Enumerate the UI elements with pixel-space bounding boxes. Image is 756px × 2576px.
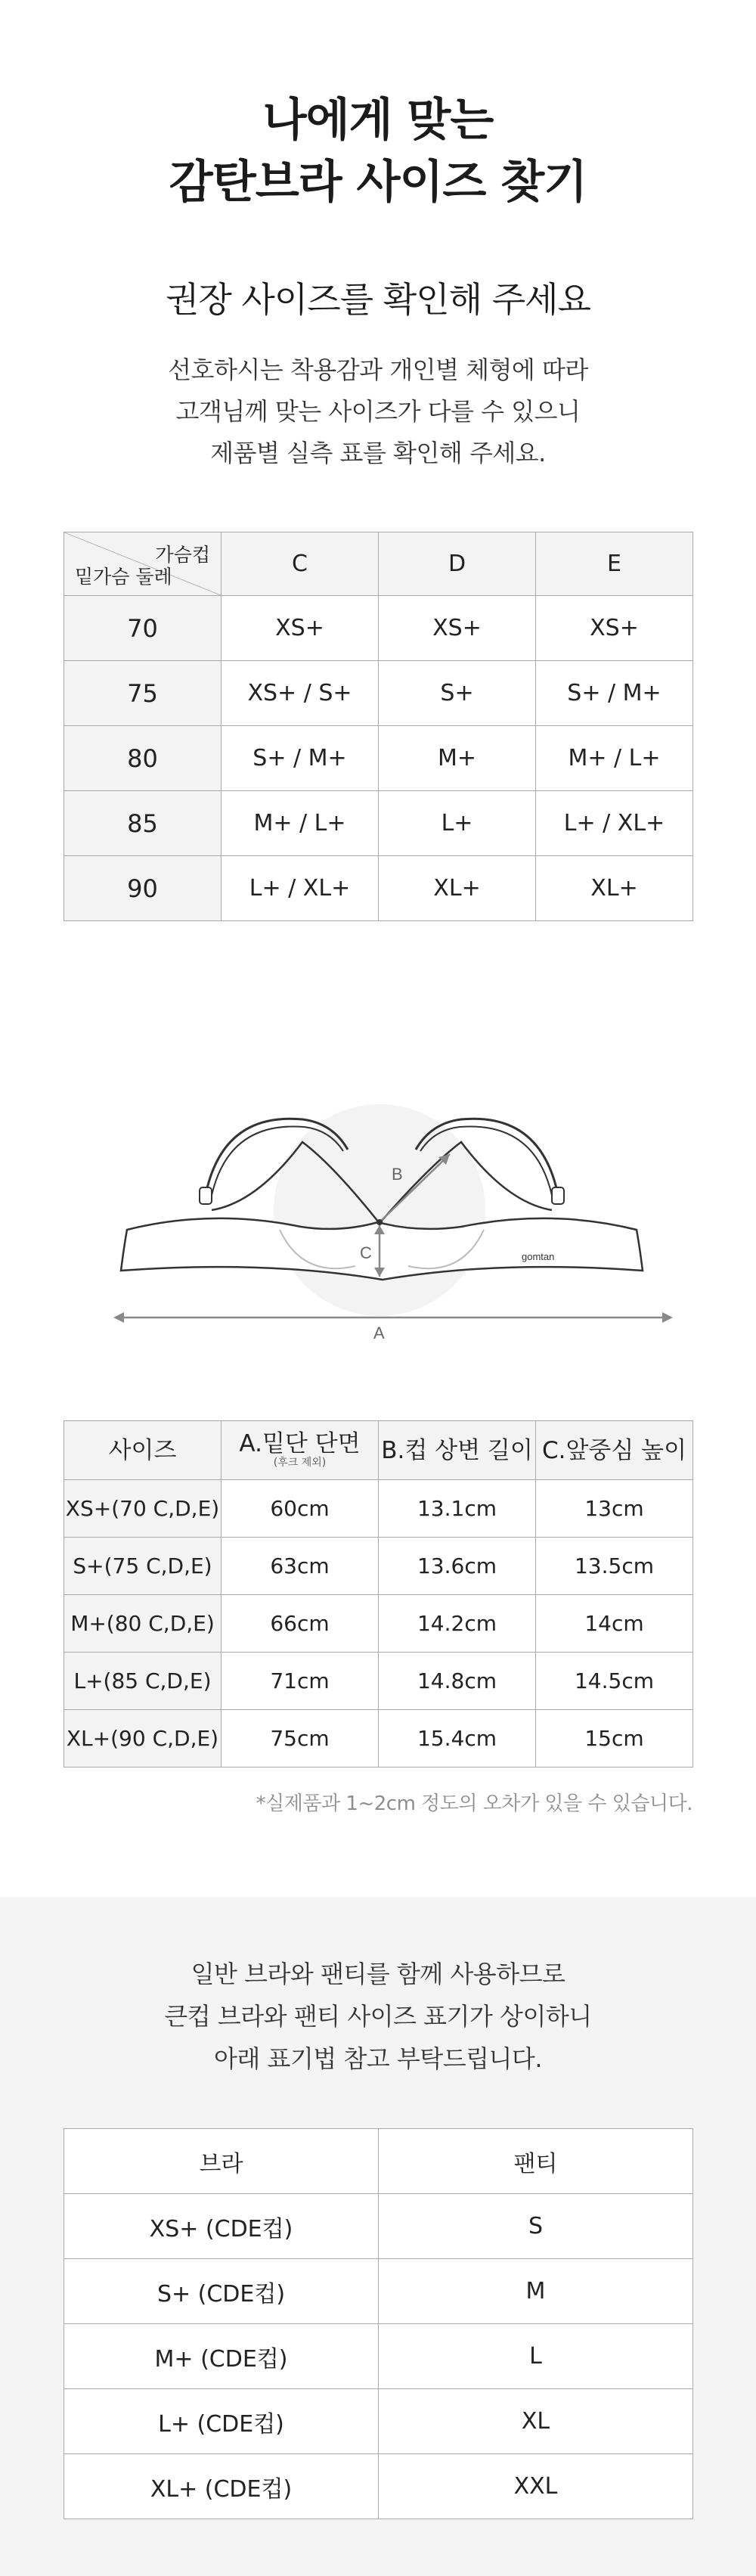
size-cell: M+ / L+ (222, 791, 379, 856)
title-line-1: 나에게 맞는 (262, 94, 494, 147)
table-row (64, 596, 693, 661)
table-row (64, 726, 693, 791)
table-header-row (64, 2129, 693, 2194)
cup-header-e: E (536, 532, 693, 596)
c-value-cell: 13cm (536, 1480, 693, 1538)
size-cell: M+ / L+ (536, 726, 693, 791)
size-cell: XL+ (536, 856, 693, 921)
table-row (64, 1595, 693, 1653)
section-subtitle: 권장 사이즈를 확인해 주세요 (165, 279, 591, 320)
size-cell: L+(85 C,D,E) (64, 1653, 222, 1710)
left-strap-adjuster (200, 1187, 212, 1204)
bra-panty-size-table (64, 2128, 693, 2519)
a-arrow-right-icon (662, 1312, 673, 1323)
panty-size-cell: XL (379, 2389, 693, 2454)
table-header-row (64, 1421, 693, 1480)
intro-text (0, 349, 756, 474)
intro-line: 선호하시는 착용감과 개인별 체형에 따라 (168, 355, 588, 384)
size-cell: XL+(90 C,D,E) (64, 1710, 222, 1768)
table-row (64, 661, 693, 726)
size-cell: S+ / M+ (222, 726, 379, 791)
a-label: A (373, 1324, 385, 1342)
c-value-cell: 15cm (536, 1710, 693, 1768)
center-point-icon (376, 1219, 383, 1225)
panty-size-cell: XXL (379, 2454, 693, 2519)
b-value-cell: 13.1cm (379, 1480, 536, 1538)
b-value-cell: 14.2cm (379, 1595, 536, 1653)
band-cell: 80 (64, 726, 222, 791)
c-value-cell: 14.5cm (536, 1653, 693, 1710)
band-cell: 90 (64, 856, 222, 921)
size-cell: XL+ (379, 856, 536, 921)
a-value-cell: 63cm (222, 1538, 379, 1595)
corner-header-cell (64, 532, 222, 596)
panty-size-cell: L (379, 2324, 693, 2389)
size-cell: XS+ (379, 596, 536, 661)
band-axis-label: 밑가슴 둘레 (75, 566, 172, 588)
panty-size-cell: S (379, 2194, 693, 2259)
title-line-2: 감탄브라 사이즈 찾기 (169, 156, 587, 209)
panty-size-cell: M (379, 2259, 693, 2324)
a-header-note: (후크 제외) (273, 1456, 327, 1469)
table-header-row (64, 532, 693, 596)
bra-size-cell: S+ (CDE컵) (64, 2259, 379, 2324)
bra-measurement-diagram (106, 1082, 680, 1354)
a-value-cell: 66cm (222, 1595, 379, 1653)
cup-axis-label: 가슴컵 (155, 544, 210, 566)
b-header: B.컵 상변 길이 (379, 1421, 536, 1480)
page-title (0, 89, 756, 213)
cup-header-d: D (379, 532, 536, 596)
table-row (64, 856, 693, 921)
size-header: 사이즈 (64, 1421, 222, 1480)
table-row (64, 2259, 693, 2324)
intro-line: 고객님께 맞는 사이즈가 다를 수 있으니 (175, 397, 581, 426)
measurement-table (64, 1420, 693, 1768)
diagram-background-circle (274, 1104, 485, 1316)
c-value-cell: 14cm (536, 1595, 693, 1653)
notice-line: 일반 브라와 팬티를 함께 사용하므로 (191, 1960, 565, 1988)
table-row (64, 1653, 693, 1710)
table-row (64, 2389, 693, 2454)
size-cell: S+(75 C,D,E) (64, 1538, 222, 1595)
cup-header-c: C (222, 532, 379, 596)
table-row (64, 2454, 693, 2519)
size-cell: M+(80 C,D,E) (64, 1595, 222, 1653)
table-row (64, 791, 693, 856)
b-value-cell: 13.6cm (379, 1538, 536, 1595)
size-cell: XS+(70 C,D,E) (64, 1480, 222, 1538)
a-value-cell: 75cm (222, 1710, 379, 1768)
bra-size-cell: L+ (CDE컵) (64, 2389, 379, 2454)
band-cell: 75 (64, 661, 222, 726)
size-cell: M+ (379, 726, 536, 791)
band-cell: 70 (64, 596, 222, 661)
a-value-cell: 71cm (222, 1653, 379, 1710)
b-value-cell: 15.4cm (379, 1710, 536, 1768)
panty-header: 팬티 (379, 2129, 693, 2194)
table-row (64, 1538, 693, 1595)
a-header (222, 1421, 379, 1480)
bra-header: 브라 (64, 2129, 379, 2194)
intro-line: 제품별 실측 표를 확인해 주세요. (210, 439, 546, 467)
band-cell: 85 (64, 791, 222, 856)
b-value-cell: 14.8cm (379, 1653, 536, 1710)
recommended-size-table (64, 532, 693, 921)
b-label: B (392, 1165, 403, 1184)
size-cell: L+ (379, 791, 536, 856)
size-cell: XS+ / S+ (222, 661, 379, 726)
a-arrow-left-icon (113, 1312, 124, 1323)
bra-size-cell: XS+ (CDE컵) (64, 2194, 379, 2259)
c-value-cell: 13.5cm (536, 1538, 693, 1595)
bra-size-cell: XL+ (CDE컵) (64, 2454, 379, 2519)
measurement-disclaimer: *실제품과 1~2cm 정도의 오차가 있을 수 있습니다. (256, 1792, 692, 1815)
size-cell: L+ / XL+ (222, 856, 379, 921)
table-row (64, 1710, 693, 1768)
c-header: C.앞중심 높이 (536, 1421, 693, 1480)
notice-line: 아래 표기법 참고 부탁드립니다. (213, 2044, 543, 2073)
bra-panty-section (0, 1897, 756, 2576)
table-row (64, 2194, 693, 2259)
notice-text (0, 1953, 756, 2080)
a-value-cell: 60cm (222, 1480, 379, 1538)
size-cell: S+ / M+ (536, 661, 693, 726)
brand-label: gomtan (522, 1251, 555, 1262)
right-strap-adjuster (552, 1187, 564, 1204)
size-cell: S+ (379, 661, 536, 726)
notice-line: 큰컵 브라와 팬티 사이즈 표기가 상이하니 (164, 2002, 592, 2031)
size-cell: XS+ (536, 596, 693, 661)
table-row (64, 1480, 693, 1538)
c-label: C (360, 1243, 372, 1262)
bra-size-cell: M+ (CDE컵) (64, 2324, 379, 2389)
size-cell: XS+ (222, 596, 379, 661)
size-cell: L+ / XL+ (536, 791, 693, 856)
table-row (64, 2324, 693, 2389)
a-header-label: A.밑단 단면 (239, 1429, 361, 1457)
